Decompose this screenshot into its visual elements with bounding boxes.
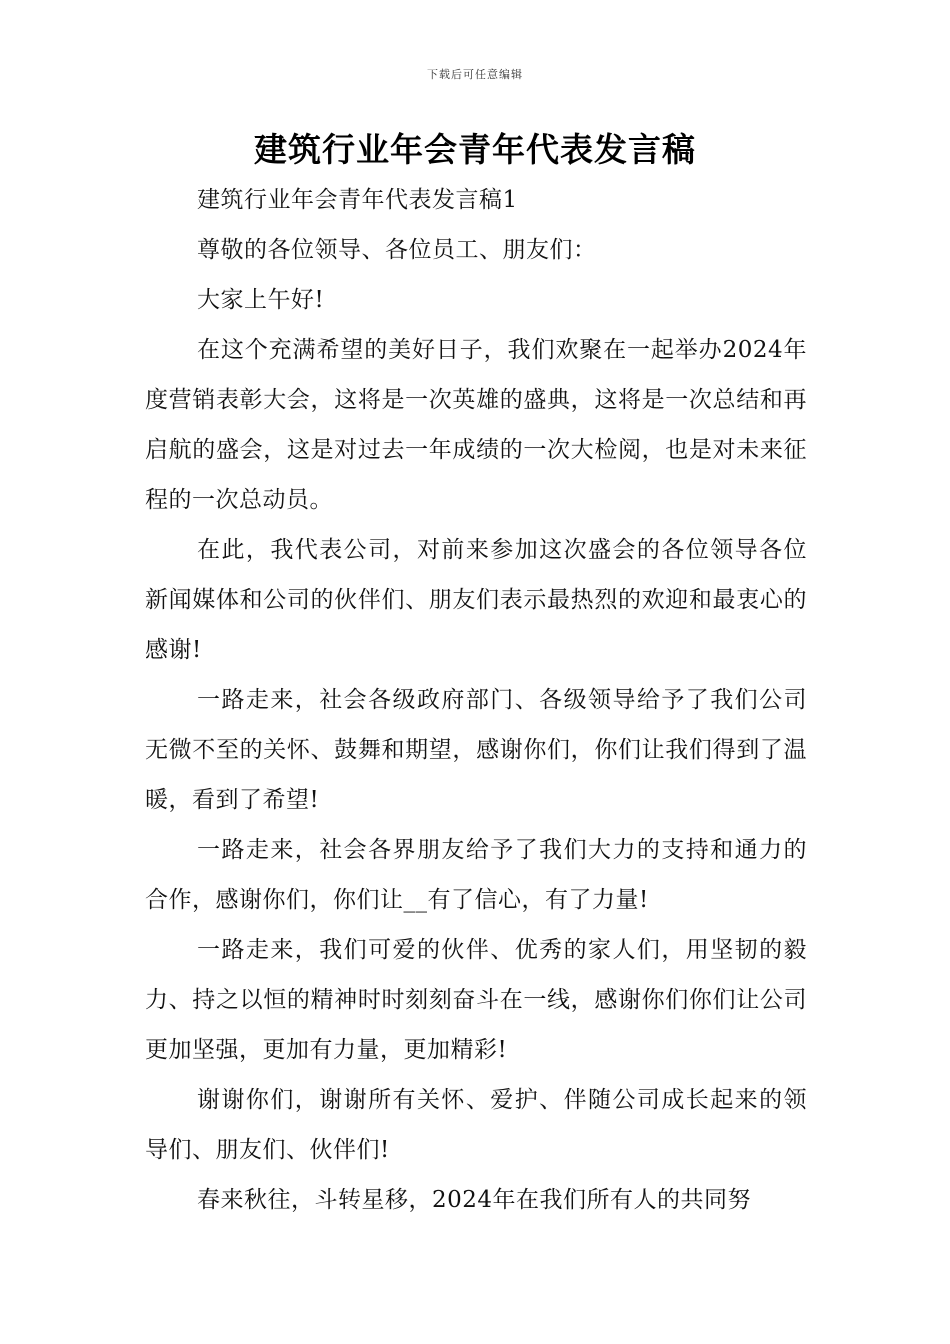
body-paragraph: 春来秋往，斗转星移，2024年在我们所有人的共同努 [197,1187,752,1213]
greeting-paragraph: 大家上午好! [197,287,325,313]
document-body [145,175,807,1225]
salutation-paragraph: 尊敬的各位领导、各位员工、朋友们： [197,237,597,263]
body-paragraph: 谢谢你们，谢谢所有关怀、爱护、伴随公司成长起来的领导们、朋友们、伙伴们! [145,1087,807,1163]
subtitle-paragraph: 建筑行业年会青年代表发言稿1 [197,187,518,213]
header-note: 下载后可任意编辑 [427,68,523,81]
document-title: 建筑行业年会青年代表发言稿 [254,130,696,169]
body-paragraph: 一路走来，社会各界朋友给予了我们大力的支持和通力的合作，感谢你们，你们让__有了信心，有了力量! [145,837,807,913]
body-paragraph: 一路走来，我们可爱的伙伴、优秀的家人们，用坚韧的毅力、持之以恒的精神时时刻刻奋斗在一线，感谢你们你们让公司更加坚强，更加有力量，更加精彩! [145,937,807,1063]
body-paragraph: 一路走来，社会各级政府部门、各级领导给予了我们公司无微不至的关怀、鼓舞和期望，感谢你们，你们让我们得到了温暖，看到了希望! [145,687,807,813]
body-paragraph: 在此，我代表公司，对前来参加这次盛会的各位领导各位新闻媒体和公司的伙伴们、朋友们表示最热烈的欢迎和最衷心的感谢! [145,537,807,663]
body-paragraph: 在这个充满希望的美好日子，我们欢聚在一起举办2024年度营销表彰大会，这将是一次英雄的盛典，这将是一次总结和再启航的盛会，这是对过去一年成绩的一次大检阅，也是对未来征程的一次总动员。 [145,337,807,513]
